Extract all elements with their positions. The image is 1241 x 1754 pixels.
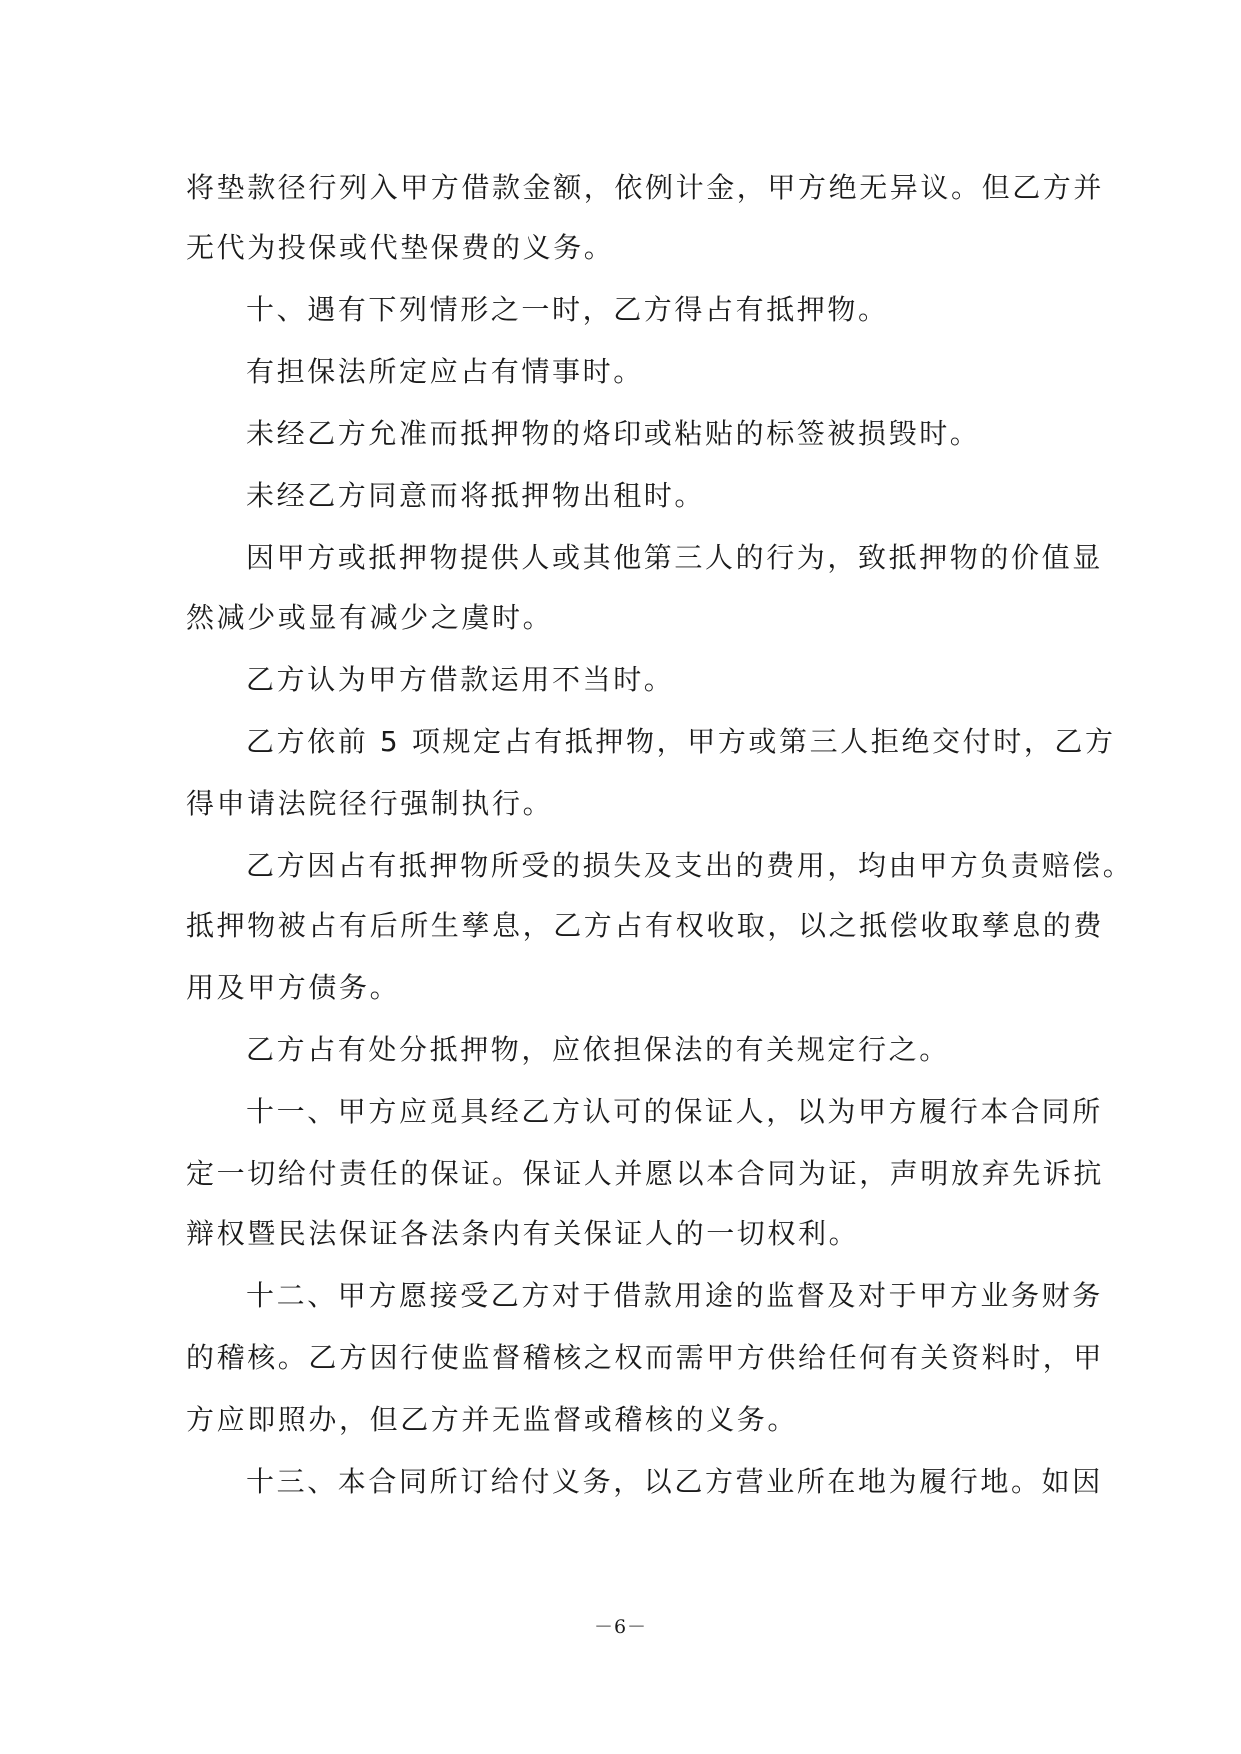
- text-line: 乙方认为甲方借款运用不当时。: [246, 663, 675, 696]
- text-line: 乙方依前 5 项规定占有抵押物，甲方或第三人拒绝交付时，乙方: [246, 725, 1116, 758]
- text-line: 有担保法所定应占有情事时。: [246, 355, 644, 388]
- text-line: 将垫款径行列入甲方借款金额，依例计金，甲方绝无异议。但乙方并: [186, 171, 1105, 204]
- text-line: 抵押物被占有后所生孳息，乙方占有权收取，以之抵偿收取孳息的费: [186, 909, 1105, 942]
- text-line: 无代为投保或代垫保费的义务。: [186, 231, 615, 264]
- text-line: 的稽核。乙方因行使监督稽核之权而需甲方供给任何有关资料时，甲: [186, 1341, 1105, 1374]
- text-line: 乙方占有处分抵押物，应依担保法的有关规定行之。: [246, 1033, 950, 1066]
- text-line: 十三、本合同所订给付义务，以乙方营业所在地为履行地。如因: [246, 1465, 1103, 1498]
- text-line: 十二、甲方愿接受乙方对于借款用途的监督及对于甲方业务财务: [246, 1279, 1103, 1312]
- text-line: 方应即照办，但乙方并无监督或稽核的义务。: [186, 1403, 799, 1436]
- text-line: 十一、甲方应觅具经乙方认可的保证人，以为甲方履行本合同所: [246, 1095, 1103, 1128]
- page-number: －6－: [593, 1616, 648, 1638]
- text-line: 得申请法院径行强制执行。: [186, 787, 554, 820]
- text-line: 乙方因占有抵押物所受的损失及支出的费用，均由甲方负责赔偿。: [246, 849, 1134, 882]
- text-line: 未经乙方允准而抵押物的烙印或粘贴的标签被损毁时。: [246, 417, 981, 450]
- text-line: 因甲方或抵押物提供人或其他第三人的行为，致抵押物的价值显: [246, 541, 1103, 574]
- text-line: 然减少或显有减少之虞时。: [186, 601, 554, 634]
- text-line: 定一切给付责任的保证。保证人并愿以本合同为证，声明放弃先诉抗: [186, 1157, 1105, 1190]
- text-line: 十、遇有下列情形之一时，乙方得占有抵押物。: [246, 293, 889, 326]
- text-line: 未经乙方同意而将抵押物出租时。: [246, 479, 706, 512]
- text-line: 辩权暨民法保证各法条内有关保证人的一切权利。: [186, 1217, 860, 1250]
- text-line: 用及甲方债务。: [186, 971, 401, 1004]
